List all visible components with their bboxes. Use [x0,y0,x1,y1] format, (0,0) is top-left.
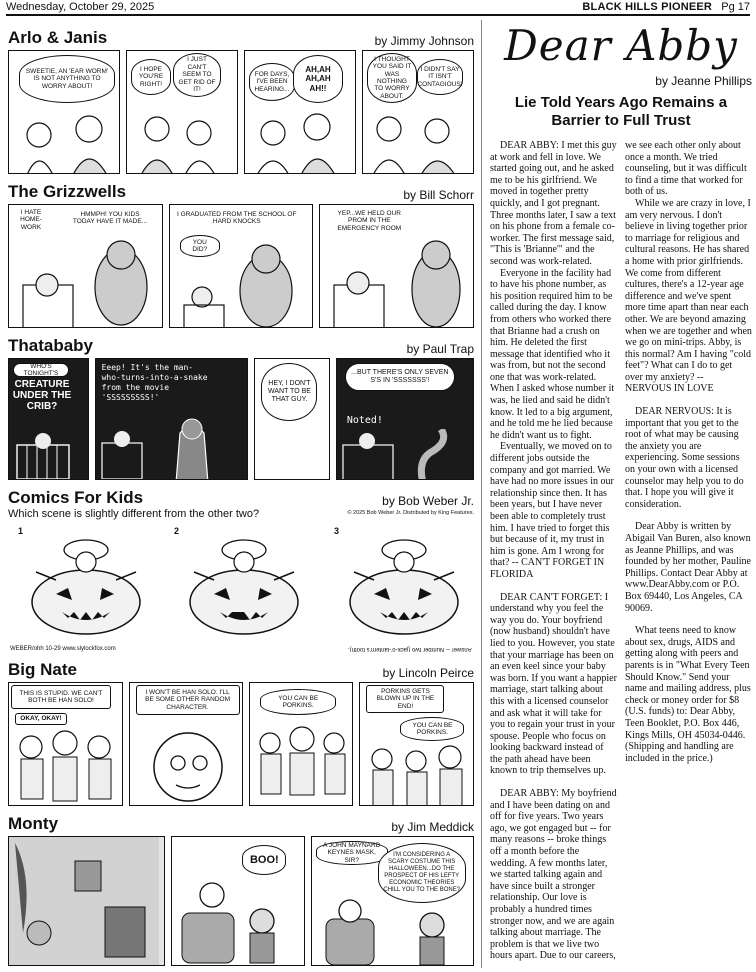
speech-bubble: I HOPE YOU'RE RIGHT! [131,59,171,95]
speech-bubble: ...BUT THERE'S ONLY SEVEN S'S IN 'SSSSSSS'! [345,363,455,391]
crib-snake-drawing [337,429,474,480]
strip-author: by Lincoln Peirce [382,666,474,680]
speech-bubble: HEY, I DON'T WANT TO BE THAT GUY. [261,363,317,421]
comic-panel [8,836,165,966]
strip-title: Comics For Kids [8,488,144,507]
speech-bubble: SWEETIE, AN 'EAR WORM' IS NOT ANYTHING TO WORRY ABOUT! [19,55,115,103]
characters-drawing [9,107,120,174]
strip-author: by Bob Weber Jr. [382,494,474,508]
column-byline: by Jeanne Phillips [655,74,752,88]
comic-panel [126,50,238,174]
article-paragraph: What teens need to know about sex, drugs, AIDS and getting along with peers and parents is in "What Every Teen Should Know." Send your name and mailing address, plus check or money order for $8 (U.S. funds) to: Dear Abby, Teen Booklet, P.O. Box 446, Kings Mills, OH 45034-0446. (Shipping and handling are included in the price.) [625,625,751,764]
article-paragraph: DEAR NERVOUS: It is important that you get to the root of what may be causing the anxiety you are experiencing. Some sessions on your own with a licensed counselor may help you to do that. I hope you will give it consideration. [625,406,744,510]
puzzle-question: Which scene is slightly different from the other two? [8,508,260,520]
comic-panel [95,358,249,480]
column-title: Dear Abby [504,21,738,70]
pumpkin-scene-3 [334,532,474,636]
snake-man-drawing [96,413,236,480]
article-paragraph: While we are crazy in love, I am very nervous. I don't believe in living together prior to marriage for religious and cultural reasons. He has shared a home with prior girlfriends. We come from different cultures, there's a 12-year age difference and we've spent more time apart than near each other. We are beyond amazing when we are together and when we go on mini-trips. Abby, is this normal? Am I having "cold feet"? What can I do to get over my anxiety? -- NERVOUS IN LOVE [625,197,752,395]
scene-number: 2 [174,526,180,536]
comic-panel [336,358,474,480]
masthead-date: Wednesday, October 29, 2025 [6,1,155,13]
strip-title: The Grizzwells [8,182,127,201]
characters-drawing [127,107,227,174]
article-paragraph: Everyone in the facility had to have his phone number, as his position required him to be called during the day. I know from others who worked there that Brianne had a crush on him. He deleted the first message that identified who it was from, but not the second one that was work-related. When I asked whose number it was, he lied and said he didn't know. It led to a big argument, and he told me he lied because he didn't want us to fight. [490,267,615,441]
article-paragraph: Eventually, we moved on to different jobs outside the company and got married. We have had no more issues in our relationship since then. It has been years, but I have never been able to completely trust him. I have tried to forget this but because of it, my trust in him is gone. Am I wrong for that? -- CAN'T FORGET IN FLORIDA [490,441,614,580]
speech-bubble: I'M CONSIDERING A SCARY COSTUME THIS HALLOWEEN...DO THE PROSPECT OF HIS LEFTY ECONOMIC THEORIES CHILL YOU TO THE BONE? [378,843,466,903]
strip-thatababy [8,332,474,480]
crib-drawing [13,431,73,480]
strip-grizzwells [8,178,474,328]
strip-panels [8,50,474,174]
speech-bubble: I JUST CAN'T SEEM TO GET RID OF IT! [173,53,221,97]
strip-monty [8,810,474,966]
strip-arlo-janis [8,24,474,174]
copyright: © 2025 Bob Weber Jr. Distributed by King Features. [347,510,474,516]
masthead-paper: BLACK HILLS PIONEER [582,1,713,13]
speech-bubble: YOU DID? [180,235,220,257]
kids-footer: WEBER/ohh 10-29 www.slylockfox.com [10,646,116,652]
speech-bubble: THIS IS STUPID. WE CAN'T BOTH BE HAN SOLO! [11,685,111,709]
pumpkin-scene-1 [16,532,156,636]
strip-panels [8,682,474,806]
strip-title: Monty [8,814,59,833]
comic-panel [129,682,244,806]
strip-author: by Paul Trap [406,342,474,356]
comic-panel [8,358,89,480]
article-headline: Lie Told Years Ago Remains a Barrier to Full Trust [514,94,728,129]
comic-panel [8,204,163,328]
speech-bubble: YEP...WE HELD OUR PROM IN THE EMERGENCY ROOM [324,207,414,235]
scene-number: 3 [334,526,340,536]
article-paragraph: DEAR ABBY: I met this guy at work and fell in love. We started going out, and he asked me to be his girlfriend. We moved in together pretty quickly, and I got pregnant. Three months later, I saw a text on his phone from a female co-worker. The first message said, "This is 'Brianne'" and the second was work-related. [490,140,617,267]
characters-drawing [9,729,119,806]
characters-drawing [172,873,298,965]
speech-bubble: OKAY, OKAY! [15,713,67,725]
characters-drawing [9,235,159,328]
strip-panels [8,836,474,966]
caption-text: Eeep! It's the man-who-turns-into-a-snake from the movie 'SSSSSSSSS!' [101,363,208,402]
puzzle-answer: Answer -- Number two (jack-o'-lantern's tooth). [348,646,472,652]
speech-bubble: I DIDN'T SAY IT ISN'T CONTAGIOUS! [417,59,463,95]
comic-panel [8,682,123,806]
comic-panel [171,836,304,966]
strip-title: Arlo & Janis [8,28,108,47]
characters-drawing [320,235,470,328]
masthead [6,0,750,16]
strip-title: Thatababy [8,336,94,355]
speech-bubble: AH,AH AH,AH AH!! [293,55,343,103]
article-paragraph: DEAR CAN'T FORGET: I understand why you feel the way you do. Your boyfriend (now husband) shouldn't have lied to you. However, you state that your marriage has been on an even keel since your baby was born. If you want a happier marriage, start talking about this with a licensed counselor and ask what it will take for you to regain your trust in your spouse. People who focus on looking backward instead of the path ahead have been known to trip themselves up. [490,591,617,777]
strip-author: by Bill Schorr [403,188,474,202]
masthead-right [582,1,750,13]
article-paragraph: Dear Abby is written by Abigail Van Buren, also known as Jeanne Phillips, and was founded by her mother, Pauline Phillips. Contact Dear Abby at www.DearAbby.com or P.O. Box 69440, Los Angeles, CA 90069. [625,521,751,614]
dear-abby-column [490,22,752,968]
strip-author: by Jimmy Johnson [374,34,474,48]
speech-bubble: I GRADUATED FROM THE SCHOOL OF HARD KNOCKS [172,207,302,229]
room-drawing [9,837,159,965]
comic-panel [169,204,314,328]
speech-bubble: HMMPH! YOU KIDS TODAY HAVE IT MADE... [65,207,155,229]
scene-number: 1 [18,526,24,536]
comic-panel [359,682,474,806]
speech-bubble: WHO'S TONIGHT'S [13,363,69,377]
comic-panel [249,682,353,806]
speech-bubble: I WON'T BE HAN SOLO. I'LL BE SOME OTHER RANDOM CHARACTER. [136,685,240,715]
caption-text: Noted! [346,415,383,426]
characters-drawing [363,107,463,174]
strip-title: Big Nate [8,660,77,679]
comic-panel [244,50,356,174]
comics-column [8,20,474,968]
comic-panel [362,50,474,174]
strip-panels [8,204,474,328]
strip-author: by Jim Meddick [391,820,474,834]
characters-drawing [312,899,472,965]
comic-panel [8,50,120,174]
article-body [490,140,752,970]
strip-big-nate [8,656,474,806]
masthead-page: Pg 17 [721,1,750,13]
characters-drawing [360,743,470,806]
character-closeup-drawing [140,719,240,806]
characters-drawing [245,107,345,174]
creature-title: CREATURE UNDER THE CRIB? [12,379,72,412]
speech-bubble: I HATE HOME-WORK [13,207,49,233]
pumpkin-scene-2 [174,532,314,636]
characters-drawing [170,235,310,328]
column-divider [481,20,482,968]
comic-panel [311,836,474,966]
strip-panels [8,358,474,480]
comic-panel [319,204,474,328]
comic-panel [254,358,329,480]
characters-drawing [250,723,350,806]
speech-bubble: PORKINS GETS BLOWN UP IN THE END! [366,685,444,713]
speech-bubble: BOO! [242,845,286,875]
strip-comics-for-kids [8,484,474,652]
article-paragraph: DEAR ABBY: My boyfriend and I have been dating on and off for five years. Two years ago, we got engaged but -- for many reasons -- broke things off a month before the wedding. A few months later, we started talking again and have since built a stronger relationship. Our love is probably a hundred times stronger now, and we are again talking about marriage. The problem is that we live two hours apart. Due to our careers, we see each other only about once a month. We tried counseling, but it was difficult to find a time that worked for both of us. [490,140,747,962]
speech-bubble: YOU CAN BE PORKINS. [260,689,336,715]
speech-bubble: I THOUGHT YOU SAID IT WAS NOTHING TO WORRY ABOUT. [367,53,417,103]
speech-bubble: A JOHN MAYNARD KEYNES MASK, SIR? [316,841,388,865]
speech-bubble: YOU CAN BE PORKINS. [400,717,464,741]
speech-bubble: FOR DAYS, I'VE BEEN HEARING... [249,63,295,101]
